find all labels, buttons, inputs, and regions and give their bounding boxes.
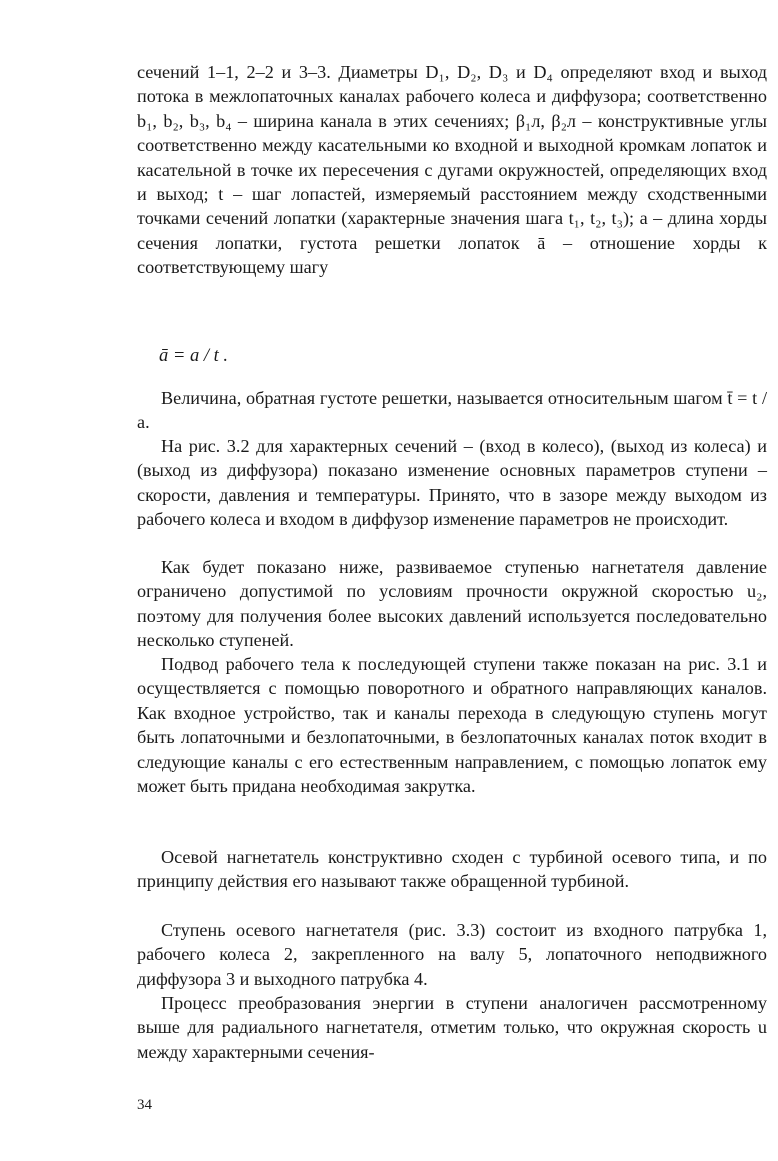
formula-grid-density: ā = a / t . [159,346,229,366]
paragraph-section-definitions: сечений 1–1, 2–2 и 3–3. Диаметры D₁, D₂, D₃ и D₄ определяют вход и выход потока в межлопаточных каналах рабочего колеса и диффузора; соответственно b₁, b₂, b₃, b₄ – ширина канала в этих сечениях; β₁л, β₂л – конструктивные углы соответственно между касательными ко входной и выходной кромкам лопаток и касательной в точке их пересечения с дугами окружностей, определяющих вход и выход; t – шаг лопастей, измеряемый расстоянием между сходственными точками сечений лопатки (характерные значения шага t₁, t₂, t₃); a – длина хорды сечения лопатки, густота решетки лопаток ā – отношение хорды к соответствующему шагу [137,62,767,278]
paragraph-pressure-limit: Как будет показано ниже, развиваемое ступенью нагнетателя давление ограничено допустимой по условиям прочности окружной скоростью u₂, поэтому для получения более высоких давлений используется последовательно несколько ступеней. [137,557,767,651]
paragraph-relative-pitch: Величина, обратная густоте решетки, называется относительным шагом t̄ = t / a. [137,388,767,433]
paragraph-energy-conversion: Процесс преобразования энергии в ступени аналогичен рассмотренному выше для радиального нагнетателя, отметим только, что окружная скорость u между характерными сечения- [137,993,767,1062]
paragraph-fig-3-2: На рис. 3.2 для характерных сечений – (вход в колесо), (выход из колеса) и (выход из диффузора) показано изменение основных параметров ступени – скорости, давления и температуры. Принято, что в зазоре между выходом из рабочего колеса и входом в диффузор изменение параметров не происходит. [137,436,767,530]
paragraph-axial-blower: Осевой нагнетатель конструктивно сходен с турбиной осевого типа, и по принципу действия его называют также обращенной турбиной. [137,847,767,892]
paragraph-supply-channels: Подвод рабочего тела к последующей ступени также показан на рис. 3.1 и осуществляется с помощью поворотного и обратного направляющих каналов. Как входное устройство, так и каналы перехода в следующую ступень могут быть лопаточными и безлопаточными, в безлопаточных каналах поток входит в следующие каналы с его естественным направлением, с помощью лопаток ему может быть придана необходимая закрутка. [137,654,767,797]
page-number: 34 [137,1097,152,1113]
paragraph-axial-stage: Ступень осевого нагнетателя (рис. 3.3) состоит из входного патрубка 1, рабочего колеса 2, закрепленного на валу 5, лопаточного неподвижного диффузора 3 и выходного патрубка 4. [137,920,767,989]
